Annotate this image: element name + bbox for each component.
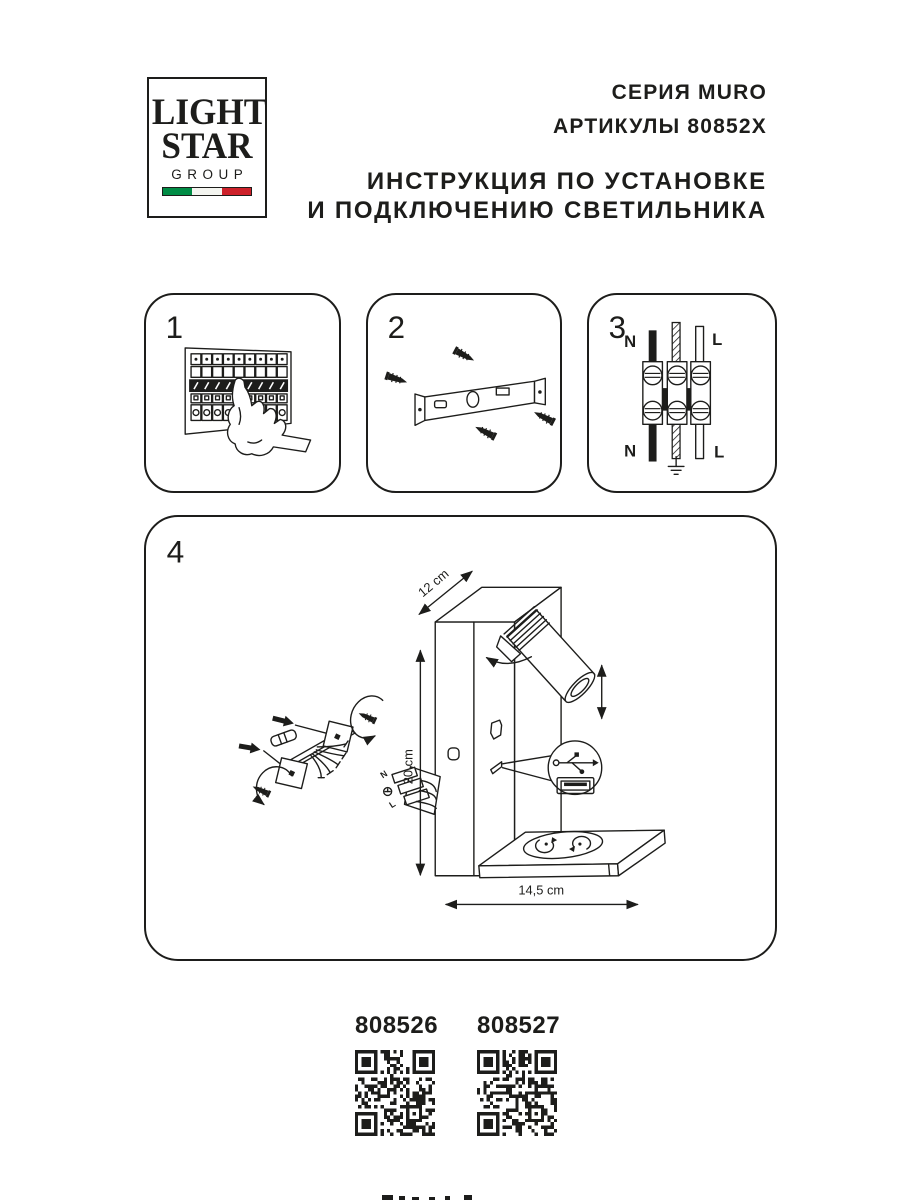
flag-white-stripe <box>192 188 221 195</box>
terminal-wiring-illustration <box>589 295 775 491</box>
logo-word-group: GROUP <box>171 167 249 183</box>
screw-icon <box>251 783 271 798</box>
screw-icon <box>384 371 408 387</box>
article-series: АРТИКУЛЫ 80852X <box>553 115 767 138</box>
dimension-width-label: 14,5 cm <box>518 882 565 898</box>
article-column <box>355 1012 439 1141</box>
italian-flag-icon <box>162 187 252 196</box>
screw-icon <box>452 346 476 365</box>
article-column <box>477 1012 561 1141</box>
ground-symbol-icon <box>668 457 684 475</box>
step2-panel <box>366 293 562 493</box>
wire-label-n-top: N <box>624 331 637 351</box>
step3-number: 3 <box>608 310 627 346</box>
article-qr-section <box>0 1012 912 1141</box>
push-arrow-icon <box>271 713 295 729</box>
wall-plug-icon <box>270 729 298 747</box>
lamp-assembly-illustration <box>146 517 775 959</box>
screw-icon <box>532 408 556 426</box>
series-name: СЕРИЯ MURO <box>611 81 767 104</box>
screw-icon <box>473 423 497 441</box>
mounting-bracket-illustration <box>368 295 560 491</box>
flag-green-stripe <box>163 188 192 195</box>
flag-red-stripe <box>222 188 251 195</box>
wall-bracket <box>415 378 545 425</box>
dimension-height-label: 20 cm <box>400 749 416 785</box>
step4-number: 4 <box>166 533 185 570</box>
cable-hole <box>448 748 459 760</box>
qr-code <box>355 1050 435 1136</box>
step1-number: 1 <box>165 310 184 346</box>
wire-label-l-bottom: L <box>714 442 725 462</box>
logo-word-light: LIGHT <box>151 92 268 133</box>
article-number: 808527 <box>477 1012 561 1039</box>
breaker-panel-illustration <box>146 295 339 491</box>
instruction-title <box>307 168 767 225</box>
push-arrow-icon <box>238 741 261 756</box>
step4-panel <box>144 515 777 961</box>
terminal-label-l: L <box>387 798 398 811</box>
logo-word-star: STAR <box>161 126 253 168</box>
lightstar-logo <box>147 77 267 218</box>
instruction-title-line1: ИНСТРУКЦИЯ ПО УСТАНОВКЕ <box>366 168 767 195</box>
terminal-block <box>643 362 711 425</box>
wire-label-n-bottom: N <box>624 441 637 461</box>
instruction-title-line2: И ПОДКЛЮЧЕНИЮ СВЕТИЛЬНИКА <box>307 196 767 224</box>
document-title-block <box>307 76 767 225</box>
terminal-label-n: N <box>378 768 390 781</box>
dimension-width <box>446 883 637 905</box>
qr-code <box>477 1050 557 1136</box>
wire-label-l-top: L <box>712 330 723 350</box>
step1-panel <box>144 293 341 493</box>
dimension-depth-label: 12 cm <box>415 565 452 600</box>
terminal-ground-icon <box>384 788 392 796</box>
article-number: 808526 <box>355 1012 439 1039</box>
step3-panel <box>587 293 777 493</box>
screw-icon <box>357 710 377 725</box>
dimension-height <box>400 651 420 875</box>
cut-off-text-fragment <box>382 1192 502 1200</box>
toggle-switch <box>491 720 502 739</box>
step2-number: 2 <box>387 310 406 346</box>
exploded-bracket-assembly <box>238 696 383 804</box>
